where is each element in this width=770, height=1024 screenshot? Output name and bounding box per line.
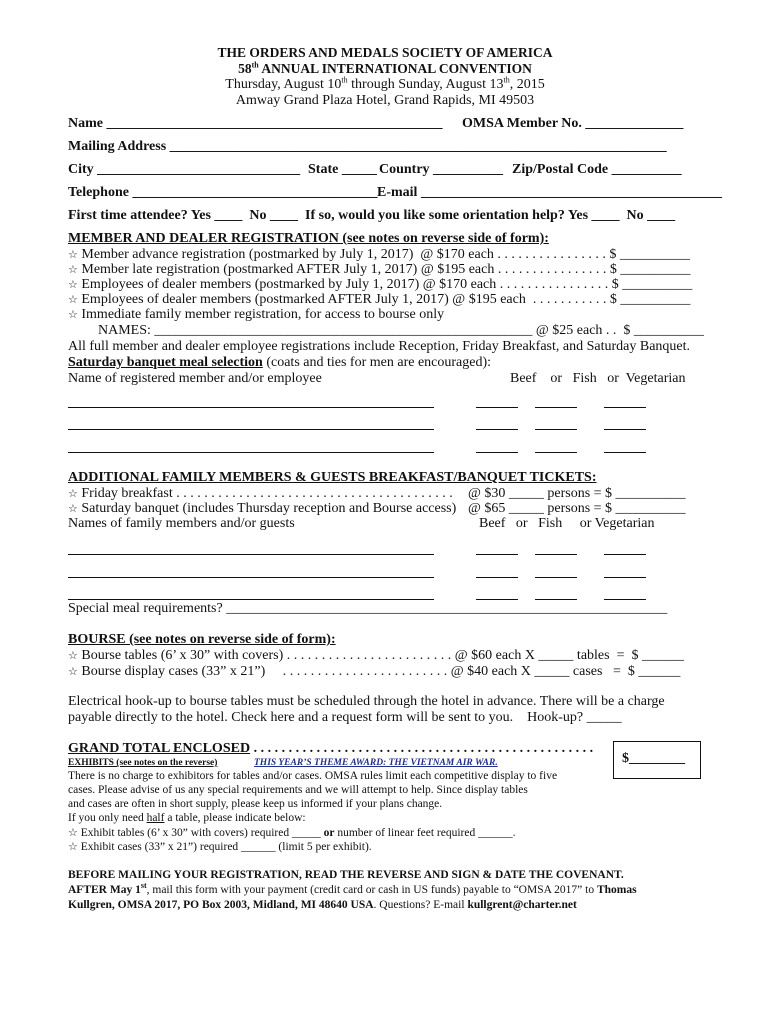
bourse-heading: BOURSE (see notes on reverse side of form): [68, 632, 336, 647]
theme-award-link[interactable]: THIS YEAR’S THEME AWARD: THE VIETNAM AIR WAR. [254, 758, 498, 768]
fish-line[interactable] [535, 407, 577, 408]
vegetarian-line[interactable] [604, 599, 646, 600]
star-icon: ☆ [68, 649, 78, 662]
star-icon: ☆ [68, 308, 78, 321]
bourse-cases-item[interactable]: ☆ Bourse display cases (33” x 21”) . . . . . . . . . . . . . . . . . . . . . . . . @ $40 each X _____ cases = $ ______ [68, 664, 681, 679]
list-item[interactable]: ☆ Immediate family member registration, for access to bourse only [68, 307, 445, 322]
family-meal-column-header: Beef or Fish or Vegetarian [479, 516, 655, 531]
list-item[interactable]: ☆ Employees of dealer members (postmarked by July 1, 2017) @ $170 each . . . . . . . . . . . . . . . . $ __________ [68, 277, 693, 292]
mailing-instructions-heading: BEFORE MAILING YOUR REGISTRATION, READ THE REVERSE AND SIGN & DATE THE COVENANT. [68, 869, 624, 881]
guest-name-line[interactable] [68, 554, 434, 555]
email-field[interactable]: E-mail ___________________________________________ [377, 185, 722, 200]
first-time-question[interactable]: First time attendee? Yes ____ No ____ If so, would you like some orientation help? Yes ____ No ____ [68, 208, 676, 223]
convention-title: 58th ANNUAL INTERNATIONAL CONVENTION [238, 60, 532, 76]
star-icon: ☆ [68, 248, 78, 261]
contact-email-link[interactable]: kullgrent@charter.net [467, 899, 577, 911]
exhibits-text: There is no charge to exhibitors for tables and/or cases. OMSA rules limit each competitive display to five [68, 770, 558, 782]
family-names-column-header: Names of family members and/or guests [68, 516, 295, 531]
member-name-line[interactable] [68, 452, 434, 453]
star-icon: ☆ [68, 840, 78, 853]
convention-venue: Amway Grand Plaza Hotel, Grand Rapids, MI 49503 [235, 93, 535, 108]
zip-field[interactable]: Zip/Postal Code __________ [512, 162, 682, 177]
fish-line[interactable] [535, 599, 577, 600]
beef-line[interactable] [476, 577, 518, 578]
country-field[interactable]: Country __________ [379, 162, 504, 177]
mailing-address-field[interactable]: Mailing Address _______________________________________________________________________ [68, 139, 667, 154]
telephone-field[interactable]: Telephone ___________________________________ [68, 185, 378, 200]
star-icon: ☆ [68, 293, 78, 306]
guest-name-line[interactable] [68, 577, 434, 578]
beef-line[interactable] [476, 599, 518, 600]
member-name-line[interactable] [68, 429, 434, 430]
saturday-banquet-item[interactable]: ☆ Saturday banquet (includes Thursday reception and Bourse access) [68, 501, 457, 516]
bourse-tables-item[interactable]: ☆ Bourse tables (6’ x 30” with covers) . . . . . . . . . . . . . . . . . . . . . . . . @ $60 each X _____ tables = $ ______ [68, 648, 684, 663]
registration-note: All full member and dealer employee registrations include Reception, Friday Breakfast, and Saturday Banquet. [68, 339, 691, 354]
vegetarian-line[interactable] [604, 407, 646, 408]
fish-line[interactable] [535, 429, 577, 430]
name-field[interactable]: Name ________________________________________________ [68, 116, 443, 131]
beef-line[interactable] [476, 452, 518, 453]
exhibits-half-note: If you only need half a table, please indicate below: [68, 812, 306, 824]
electrical-note: Electrical hook-up to bourse tables must be scheduled through the hotel in advance. There will be a charge [68, 694, 665, 709]
mailing-instructions: AFTER May 1st, mail this form with your payment (credit card or cash in US funds) payable to “OMSA 2017” to Thomas [68, 881, 637, 896]
grand-total-box[interactable] [613, 741, 701, 779]
city-field[interactable]: City _____________________________ [68, 162, 301, 177]
star-icon: ☆ [68, 278, 78, 291]
member-name-line[interactable] [68, 407, 434, 408]
list-item[interactable]: ☆ Member late registration (postmarked AFTER July 1, 2017) @ $195 each . . . . . . . . . . . . . . . . $ __________ [68, 262, 691, 277]
vegetarian-line[interactable] [604, 429, 646, 430]
star-icon: ☆ [68, 263, 78, 276]
friday-breakfast-item[interactable]: ☆ Friday breakfast . . . . . . . . . . . . . . . . . . . . . . . . . . . . . . . . . . . . . . . . [68, 486, 453, 501]
special-meal-field[interactable]: Special meal requirements? _______________________________________________________________ [68, 601, 668, 616]
mailing-address: Kullgren, OMSA 2017, PO Box 2003, Midland, MI 48640 USA. Questions? E-mail kullgrent@charter.net [68, 899, 577, 911]
exhibits-label: EXHIBITS (see notes on the reverse) [68, 758, 218, 768]
list-item[interactable]: ☆ Employees of dealer members (postmarked AFTER July 1, 2017) @ $195 each . . . . . . . . . . . $ __________ [68, 292, 691, 307]
member-no-field[interactable]: OMSA Member No. ______________ [462, 116, 684, 131]
beef-line[interactable] [476, 554, 518, 555]
state-field[interactable]: State _____ [308, 162, 377, 177]
beef-line[interactable] [476, 429, 518, 430]
exhibits-text: and cases are often in short supply, please keep us informed if your plans change. [68, 798, 443, 810]
meal-column-header: Beef or Fish or Vegetarian [510, 371, 686, 386]
member-registration-heading: MEMBER AND DEALER REGISTRATION (see notes on reverse side of form): [68, 231, 549, 246]
vegetarian-line[interactable] [604, 577, 646, 578]
family-guests-heading: ADDITIONAL FAMILY MEMBERS & GUESTS BREAKFAST/BANQUET TICKETS: [68, 470, 597, 485]
fish-line[interactable] [535, 452, 577, 453]
name-column-header: Name of registered member and/or employee [68, 371, 322, 386]
beef-line[interactable] [476, 407, 518, 408]
vegetarian-line[interactable] [604, 554, 646, 555]
org-title: THE ORDERS AND MEDALS SOCIETY OF AMERICA [217, 45, 553, 60]
list-item[interactable]: ☆ Member advance registration (postmarked by July 1, 2017) @ $170 each . . . . . . . . . . . . . . . . $ __________ [68, 247, 690, 262]
banquet-selection-label: Saturday banquet meal selection (coats and ties for men are encouraged): [68, 355, 492, 370]
exhibits-text: cases. Please advise of us any special requirements and we will attempt to help. Since display tables [68, 784, 528, 796]
fish-line[interactable] [535, 577, 577, 578]
star-icon: ☆ [68, 487, 78, 500]
grand-total-label: GRAND TOTAL ENCLOSED . . . . . . . . . . . . . . . . . . . . . . . . . . . . . . . . . . . . . . . . . . . . . . . . . [68, 741, 594, 756]
star-icon: ☆ [68, 502, 78, 515]
exhibit-tables-item[interactable]: ☆ Exhibit tables (6’ x 30” with covers) required _____ or number of linear feet required ______. [68, 826, 516, 839]
saturday-banquet-price[interactable]: @ $65 _____ persons = $ __________ [468, 501, 686, 516]
friday-breakfast-price[interactable]: @ $30 _____ persons = $ __________ [468, 486, 686, 501]
star-icon: ☆ [68, 826, 78, 839]
convention-dates: Thursday, August 10th through Sunday, August 13th, 2015 [225, 75, 545, 92]
grand-total-value[interactable]: $________ [622, 751, 685, 766]
star-icon: ☆ [68, 665, 78, 678]
vegetarian-line[interactable] [604, 452, 646, 453]
family-names-field[interactable]: NAMES: ______________________________________________________ @ $25 each . . $ __________ [98, 323, 704, 338]
hookup-request[interactable]: payable directly to the hotel. Check here and a request form will be sent to you. Hook-up? _____ [68, 710, 622, 725]
exhibit-cases-item[interactable]: ☆ Exhibit cases (33” x 21”) required ______ (limit 5 per exhibit). [68, 840, 372, 853]
guest-name-line[interactable] [68, 599, 434, 600]
fish-line[interactable] [535, 554, 577, 555]
